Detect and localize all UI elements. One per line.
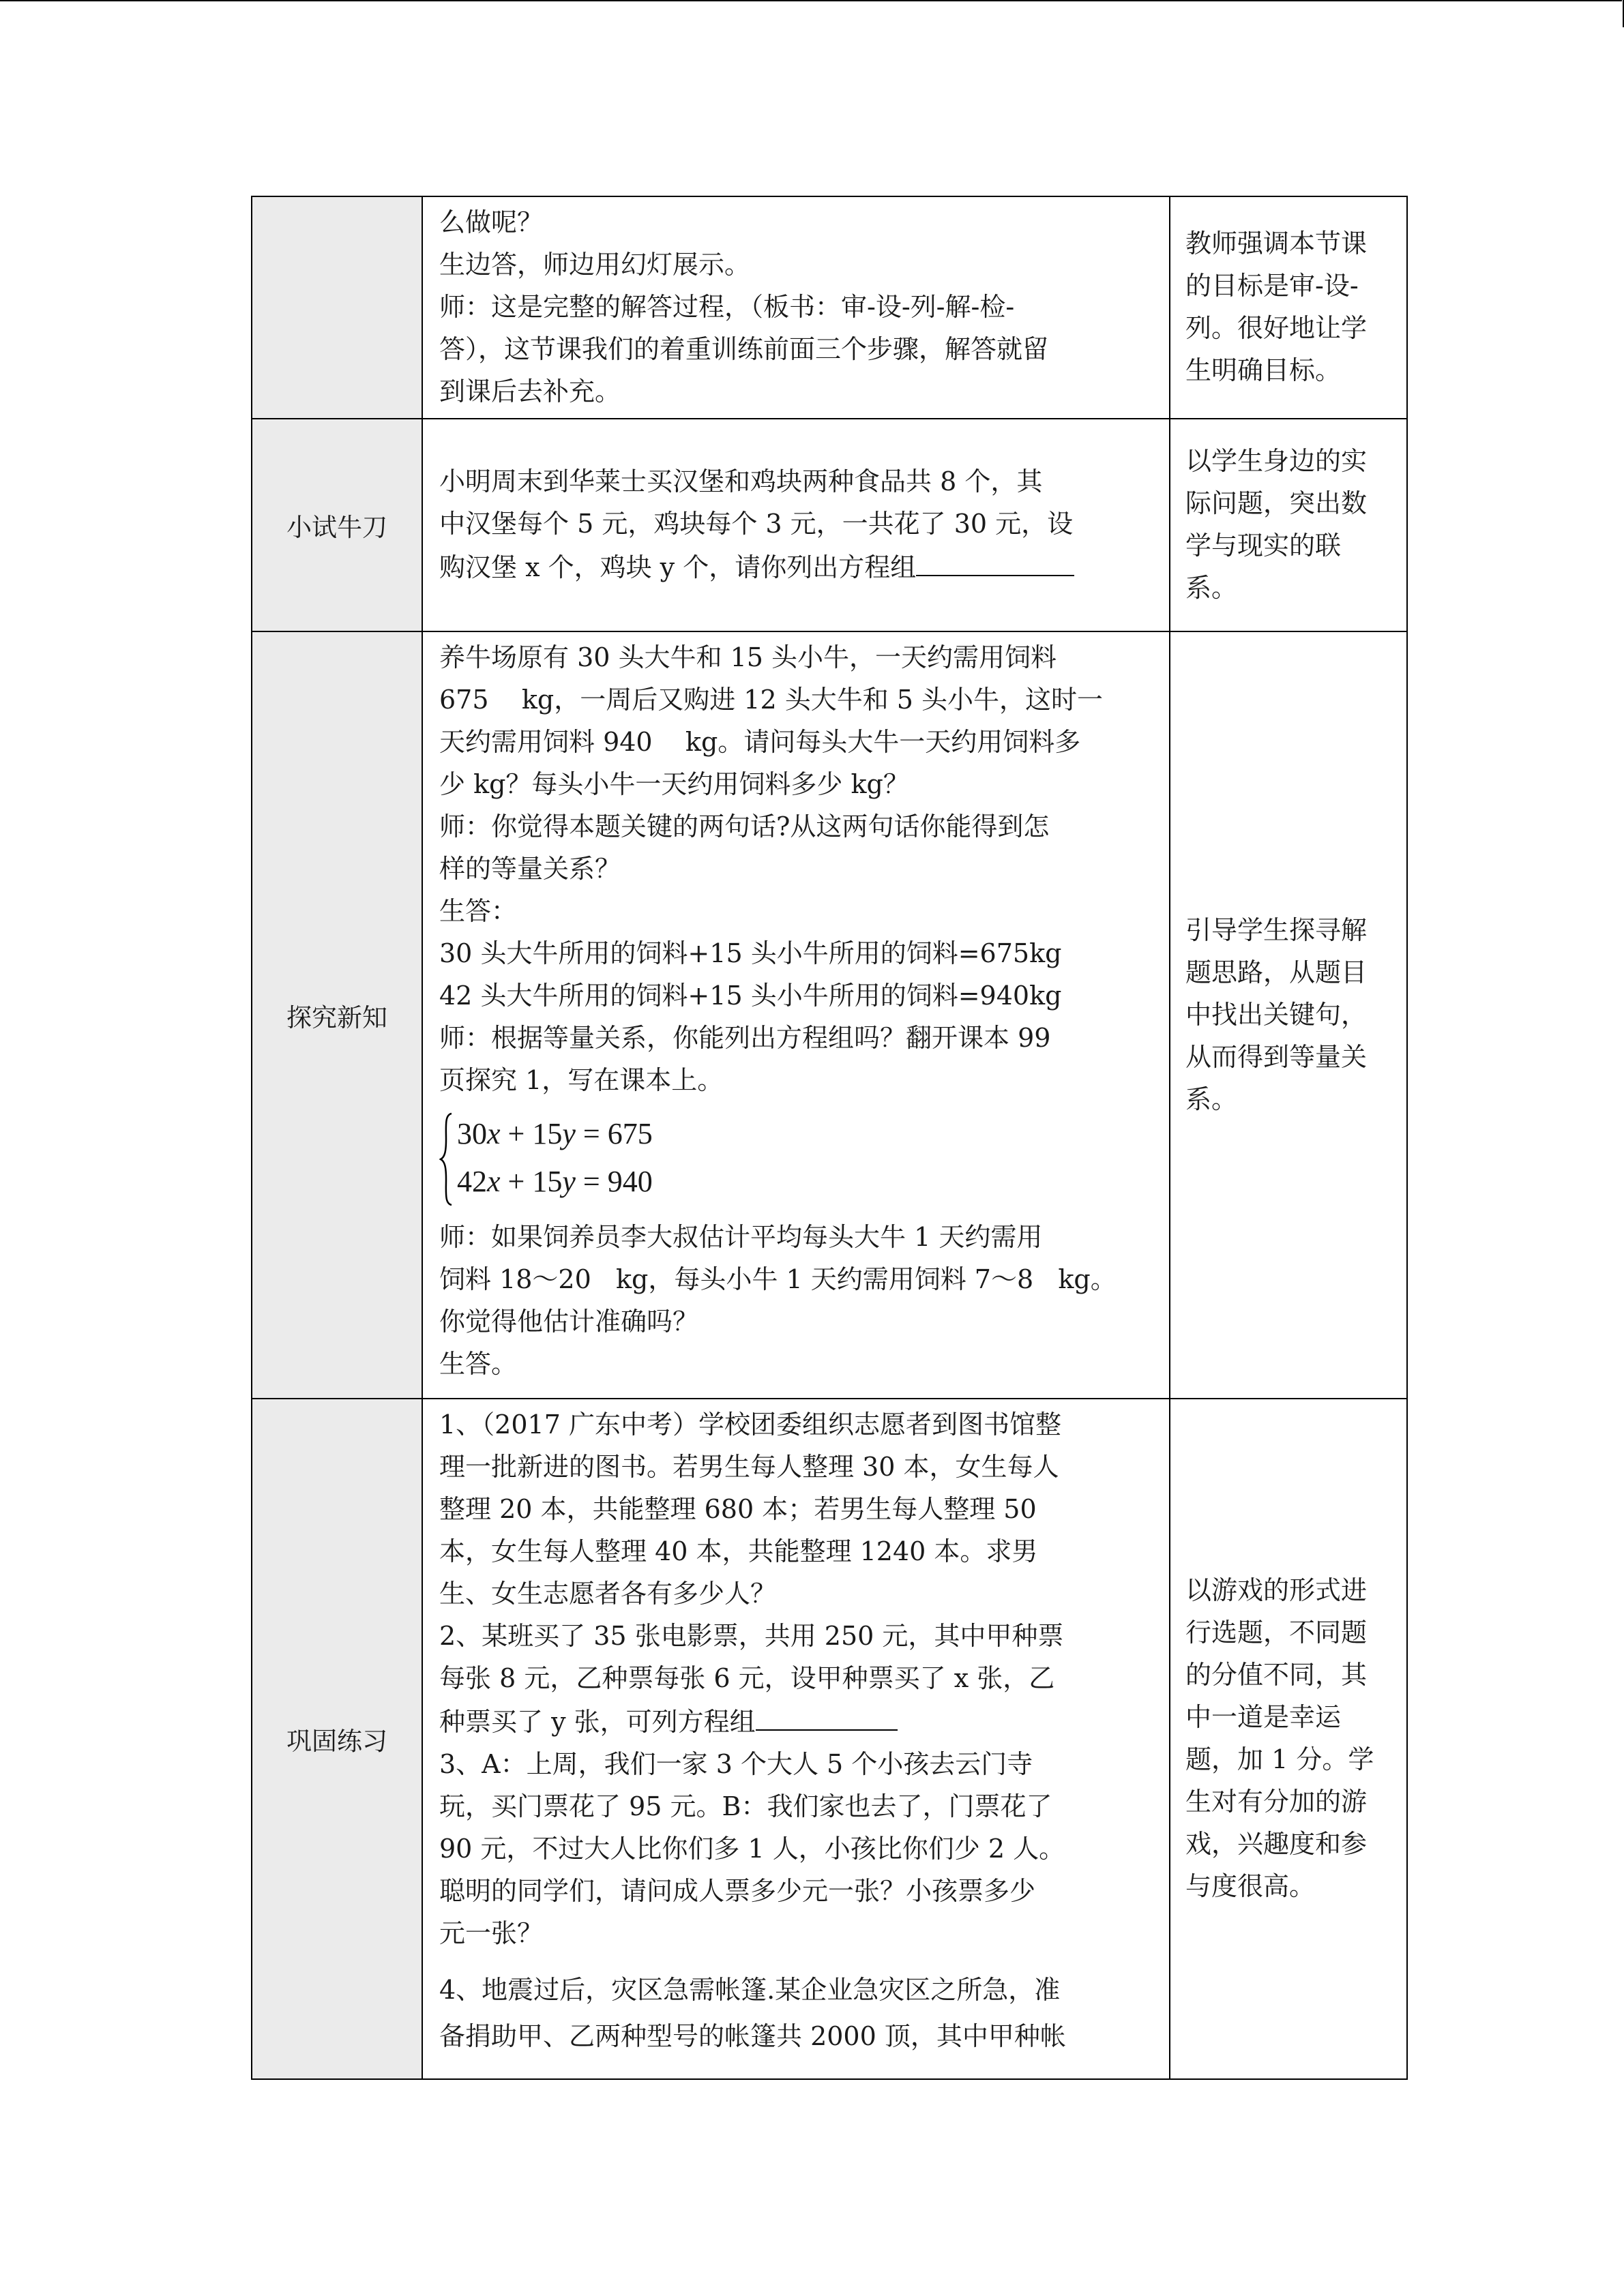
content-line: 1、（2017 广东中考）学校团委组织志愿者到图书馆整	[439, 1410, 1061, 1440]
row-note	[1170, 419, 1407, 631]
row-label	[252, 196, 422, 419]
row-note	[1170, 196, 1407, 419]
table-row	[252, 1399, 1407, 2079]
content-line: 玩，买门票花了 95 元。B：我们家也去了，门票花了	[439, 1791, 1052, 1821]
note-line: 戏，兴趣度和参	[1185, 1829, 1368, 1859]
content-line: 么做呢？	[439, 207, 544, 237]
content-line: 30 头大牛所用的饲料+15 头小牛所用的饲料=675kg	[439, 938, 1062, 968]
row-note	[1170, 1399, 1407, 2079]
table-row	[252, 196, 1407, 419]
content-line: 本，女生每人整理 40 本，共能整理 1240 本。求男	[439, 1536, 1038, 1566]
row-content	[422, 419, 1170, 631]
content-line: 天约需用饲料 940 kg。请问每头大牛一天约用饲料多	[439, 727, 1081, 757]
content-text: 种票买了 y 张，可列方程组	[439, 1707, 756, 1737]
note-line: 中找出关键句，	[1185, 999, 1368, 1030]
note-line: 列。很好地让学	[1185, 313, 1368, 343]
content-line: 3、A：上周，我们一家 3 个大人 5 个小孩去云门寺	[439, 1749, 1033, 1779]
content-text: 购汉堡 x 个，鸡块 y 个，请你列出方程组	[439, 552, 917, 582]
content-line: 样的等量关系？	[439, 854, 621, 884]
note-line: 以游戏的形式进	[1185, 1575, 1368, 1605]
content-line: 生答：	[439, 896, 518, 926]
content-line: 生答。	[439, 1349, 518, 1379]
equation-2: 42x + 15y = 940	[457, 1165, 653, 1198]
row-label: 探究新知	[252, 631, 422, 1399]
note-line: 生明确目标。	[1185, 355, 1342, 385]
row-label: 小试牛刀	[252, 419, 422, 631]
table-row	[252, 419, 1407, 631]
note-line: 引导学生探寻解	[1185, 914, 1368, 945]
content-line: 聪明的同学们，请问成人票多少元一张？小孩票多少	[439, 1876, 1036, 1906]
equation-1: 30x + 15y = 675	[457, 1117, 653, 1150]
content-line: 养牛场原有 30 头大牛和 15 头小牛，一天约需用饲料	[439, 642, 1057, 672]
note-line: 从而得到等量关	[1185, 1041, 1368, 1072]
note-line: 中一道是幸运	[1185, 1702, 1342, 1732]
content-line: 90 元，不过大人比你们多 1 人，小孩比你们少 2 人。	[439, 1834, 1065, 1864]
content-line: 师：如果饲养员李大叔估计平均每头大牛 1 天约需用	[439, 1222, 1043, 1252]
content-line: 每张 8 元，乙种票每张 6 元，设甲种票买了 x 张，乙	[439, 1663, 1055, 1693]
note-line: 题，加 1 分。学	[1185, 1744, 1374, 1774]
note-line: 行选题，不同题	[1185, 1617, 1368, 1648]
row-content	[422, 196, 1170, 419]
content-line: 师：这是完整的解答过程，（板书：审-设-列-解-检-	[439, 292, 1015, 322]
note-line: 以学生身边的实	[1185, 446, 1368, 476]
content-line: 4、地震过后，灾区急需帐篷.某企业急灾区之所急，准	[439, 1975, 1061, 2005]
note-line: 际问题，突出数	[1185, 488, 1368, 518]
content-line: 小明周末到华莱士买汉堡和鸡块两种食品共 8 个，其	[439, 466, 1043, 496]
content-line: 页探究 1，写在课本上。	[439, 1065, 724, 1095]
content-line: 生、女生志愿者各有多少人？	[439, 1579, 777, 1609]
note-line: 学与现实的联	[1185, 531, 1342, 561]
content-line: 2、某班买了 35 张电影票，共用 250 元，其中甲种票	[439, 1621, 1064, 1651]
row-note	[1170, 631, 1407, 1399]
content-line: 675 kg，一周后又购进 12 头大牛和 5 头小牛，这时一	[439, 685, 1104, 715]
content-line: 答），这节课我们的着重训练前面三个步骤，解答就留	[439, 334, 1049, 364]
content-line	[439, 545, 1153, 588]
content-line: 到课后去补充。	[439, 376, 621, 406]
note-line: 系。	[1185, 573, 1238, 603]
row-content	[422, 631, 1170, 1399]
content-line: 师：根据等量关系，你能列出方程组吗？翻开课本 99	[439, 1023, 1051, 1053]
note-line: 与度很高。	[1185, 1871, 1316, 1901]
page-top-border	[0, 0, 1622, 1]
row-label: 巩固练习	[252, 1399, 422, 2079]
answer-blank	[756, 1699, 898, 1731]
equation-system	[439, 1108, 1153, 1210]
table-row	[252, 631, 1407, 1399]
content-line	[439, 1699, 1153, 1743]
lesson-plan-table	[251, 196, 1408, 2080]
content-line: 整理 20 本，共能整理 680 本；若男生每人整理 50	[439, 1494, 1037, 1524]
content-line: 42 头大牛所用的饲料+15 头小牛所用的饲料=940kg	[439, 981, 1062, 1011]
answer-blank	[916, 545, 1074, 576]
content-line: 饲料 18～20 kg，每头小牛 1 天约需用饲料 7～8 kg。	[439, 1264, 1117, 1294]
content-line: 生边答，师边用幻灯展示。	[439, 250, 751, 280]
content-line: 少 kg？每头小牛一天约用饲料多少 kg？	[439, 769, 909, 799]
left-brace-icon	[439, 1112, 454, 1206]
content-line: 中汉堡每个 5 元，鸡块每个 3 元，一共花了 30 元，设	[439, 509, 1074, 539]
note-line: 的分值不同，其	[1185, 1660, 1368, 1690]
content-line: 备捐助甲、乙两种型号的帐篷共 2000 顶，其中甲种帐	[439, 2021, 1066, 2051]
note-line: 教师强调本节课	[1185, 228, 1368, 258]
note-line: 的目标是审-设-	[1185, 271, 1359, 301]
row-content	[422, 1399, 1170, 2079]
note-line: 系。	[1185, 1084, 1238, 1114]
content-line: 元一张？	[439, 1918, 544, 1948]
content-line: 师：你觉得本题关键的两句话?从这两句话你能得到怎	[439, 811, 1050, 841]
content-line: 你觉得他估计准确吗？	[439, 1307, 699, 1337]
note-line: 生对有分加的游	[1185, 1787, 1368, 1817]
content-line: 理一批新进的图书。若男生每人整理 30 本，女生每人	[439, 1452, 1059, 1482]
note-line: 题思路，从题目	[1185, 957, 1368, 987]
